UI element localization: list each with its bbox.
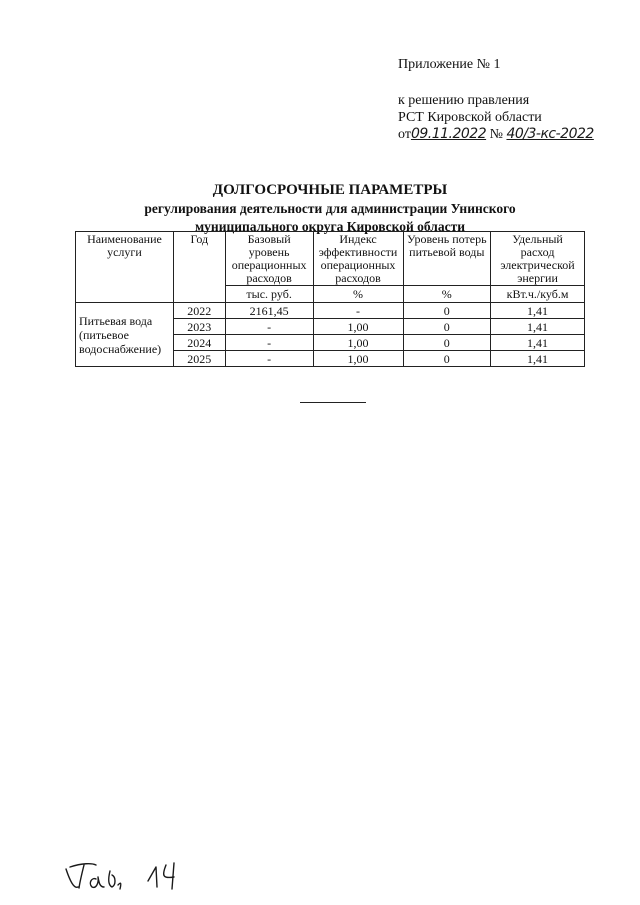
cell-index: 1,00 <box>313 319 403 335</box>
unit-index: % <box>313 286 403 303</box>
cell-year: 2025 <box>173 351 225 367</box>
cell-year: 2022 <box>173 303 225 319</box>
table-row <box>76 303 585 319</box>
cell-energy: 1,41 <box>491 319 585 335</box>
decision-number: 40/3-кс-2022 <box>506 126 594 142</box>
cell-base: - <box>225 351 313 367</box>
cell-index: 1,00 <box>313 351 403 367</box>
decision-reference <box>398 92 594 143</box>
header-year: Год <box>173 232 225 303</box>
cell-base: 2161,45 <box>225 303 313 319</box>
unit-base: тыс. руб. <box>225 286 313 303</box>
cell-index: - <box>313 303 403 319</box>
title-sub-line-1: регулирования деятельности для администрации Унинского <box>144 201 516 216</box>
decision-date: 09.11.2022 <box>410 126 487 142</box>
cell-loss: 0 <box>403 303 491 319</box>
cell-loss: 0 <box>403 319 491 335</box>
handwritten-signature <box>62 855 192 900</box>
number-sign: № <box>489 127 503 142</box>
cell-loss: 0 <box>403 335 491 351</box>
decision-line-2: РСТ Кировской области <box>398 110 542 125</box>
cell-energy: 1,41 <box>491 351 585 367</box>
table-header-row <box>76 232 585 286</box>
cell-energy: 1,41 <box>491 303 585 319</box>
header-water-loss: Уровень потерь питьевой воды <box>403 232 491 286</box>
decision-line-1: к решению правления <box>398 93 530 108</box>
decision-date-line <box>398 126 594 143</box>
signature-mark <box>62 855 192 895</box>
unit-loss: % <box>403 286 491 303</box>
header-energy: Удельный расход электрической энергии <box>491 232 585 286</box>
cell-index: 1,00 <box>313 335 403 351</box>
parameters-table <box>75 231 585 367</box>
cell-base: - <box>225 335 313 351</box>
document-title <box>70 182 590 235</box>
cell-loss: 0 <box>403 351 491 367</box>
service-name: Питьевая вода (питьевое водоснабжение) <box>76 303 174 367</box>
cell-year: 2023 <box>173 319 225 335</box>
header-service: Наименование услуги <box>76 232 174 303</box>
date-prefix: от <box>398 127 411 142</box>
cell-base: - <box>225 319 313 335</box>
header-efficiency-index: Индекс эффективности операционных расходов <box>313 232 403 286</box>
header-base-level: Базовый уровень операционных расходов <box>225 232 313 286</box>
appendix-label: Приложение № 1 <box>398 57 501 72</box>
title-main: ДОЛГОСРОЧНЫЕ ПАРАМЕТРЫ <box>212 182 448 198</box>
unit-energy: кВт.ч./куб.м <box>491 286 585 303</box>
cell-energy: 1,41 <box>491 335 585 351</box>
cell-year: 2024 <box>173 335 225 351</box>
title-sub-line-2: муниципального округа Кировской области <box>194 219 466 234</box>
end-divider <box>300 402 366 403</box>
